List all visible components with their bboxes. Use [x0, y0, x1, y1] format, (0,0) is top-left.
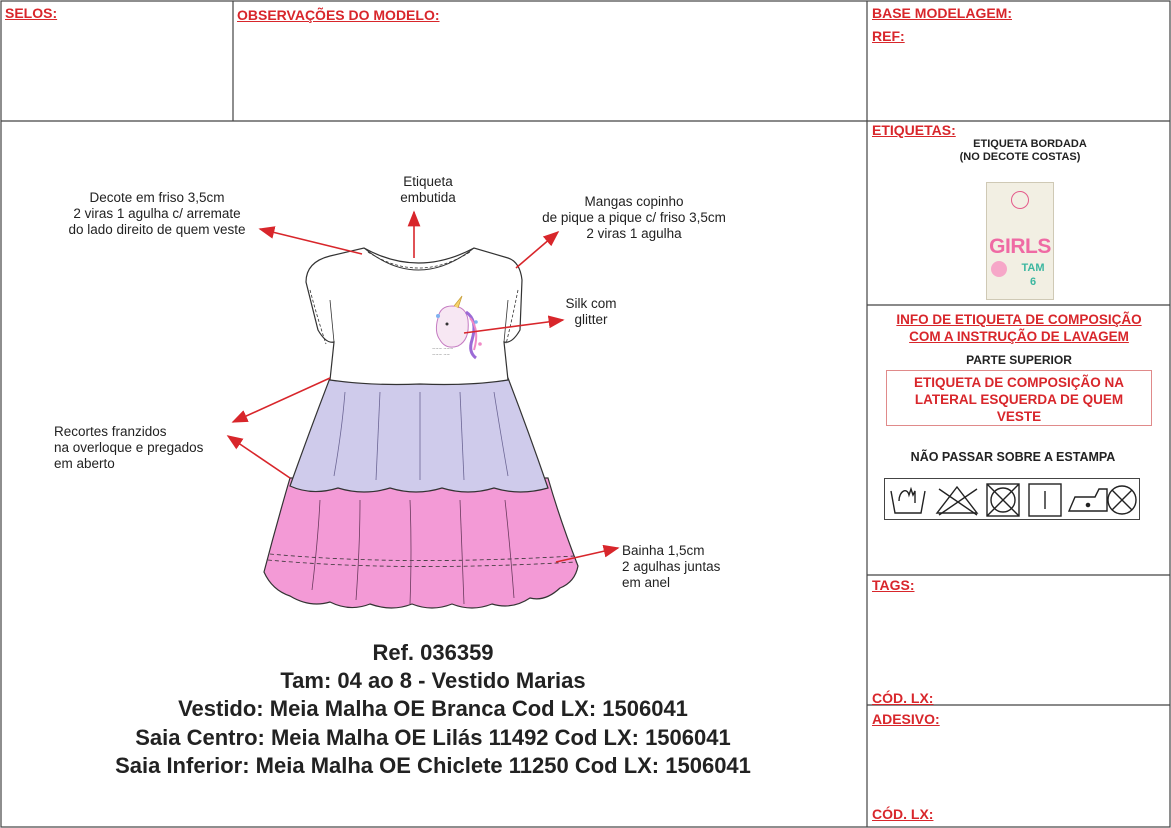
label-logo-circle [1011, 191, 1029, 209]
arrow-decote [260, 229, 362, 254]
callout-mangas: Mangas copinho de pique a pique c/ friso 3,5cm 2 viras 1 agulha [542, 194, 726, 241]
tags-header: TAGS: [872, 577, 915, 593]
iron-low-icon [1069, 489, 1107, 511]
composicao-title-2: COM A INSTRUÇÃO DE LAVAGEM [909, 329, 1129, 344]
dress-bodice [306, 248, 522, 385]
composicao-box-line-1: ETIQUETA DE COMPOSIÇÃO NA [913, 375, 1124, 390]
callout-recortes: Recortes franzidos na overloque e pregados em aberto [54, 424, 204, 471]
callout-decote: Decote em friso 3,5cm 2 viras 1 agulha c/ arremate do lado direito de quem veste [68, 190, 246, 237]
line-dry-icon [1029, 484, 1061, 516]
composicao-title-1: INFO DE ETIQUETA DE COMPOSIÇÃO [896, 312, 1142, 327]
hand-wash-icon [891, 489, 925, 513]
svg-text:~~~ ~~~: ~~~ ~~~ [432, 346, 454, 351]
label-unicorn-icon [991, 261, 1007, 277]
spec-saia-inferior: Saia Inferior: Meia Malha OE Chiclete 11250 Cod LX: 1506041 [115, 753, 751, 778]
care-symbols-strip [884, 478, 1140, 520]
dress-bottom-skirt [264, 478, 578, 608]
spec-ref: Ref. 036359 [372, 640, 494, 665]
composicao-box-line-3: VESTE [996, 409, 1042, 424]
callout-silk: Silk com glitter [565, 296, 617, 327]
arrow-recortes-2 [228, 436, 290, 478]
dress-middle-tier [290, 378, 548, 492]
callout-etiqueta: Etiqueta embutida [400, 174, 456, 205]
woven-label-image [986, 182, 1054, 300]
nao-passar-text: NÃO PASSAR SOBRE A ESTAMPA [910, 450, 1116, 464]
no-dry-clean-icon [1108, 486, 1136, 514]
cod-lx-adesivo: CÓD. LX: [872, 806, 934, 822]
svg-text:~~~ ~~: ~~~ ~~ [432, 352, 451, 357]
no-bleach-icon [937, 487, 977, 515]
composicao-box-line-2: LATERAL ESQUERDA DE QUEM [914, 392, 1124, 407]
label-brand: GIRLS [989, 235, 1051, 258]
observacoes-header: OBSERVAÇÕES DO MODELO: [237, 7, 440, 23]
adesivo-header: ADESIVO: [872, 711, 940, 727]
spec-vestido: Vestido: Meia Malha OE Branca Cod LX: 1506041 [178, 696, 688, 721]
label-tam: TAM [1021, 262, 1045, 274]
cod-lx-tags: CÓD. LX: [872, 690, 934, 706]
spec-saia-centro: Saia Centro: Meia Malha OE Lilás 11492 Cod LX: 1506041 [135, 725, 731, 750]
selos-header: SELOS: [5, 5, 58, 21]
ref-header: REF: [872, 28, 905, 44]
callout-bainha: Bainha 1,5cm 2 agulhas juntas em anel [622, 543, 721, 590]
etiqueta-decote-text: (NO DECOTE COSTAS) [959, 151, 1081, 163]
base-modelagem-header: BASE MODELAGEM: [872, 5, 1012, 21]
etiquetas-header: ETIQUETAS: [872, 122, 956, 138]
no-tumble-dry-icon [987, 484, 1019, 516]
parte-superior: PARTE SUPERIOR [966, 353, 1072, 367]
care-symbols [885, 479, 1141, 521]
spec-tam: Tam: 04 ao 8 - Vestido Marias [280, 668, 586, 693]
label-size: 6 [1029, 276, 1037, 288]
etiqueta-bordada-text: ETIQUETA BORDADA [973, 138, 1087, 150]
